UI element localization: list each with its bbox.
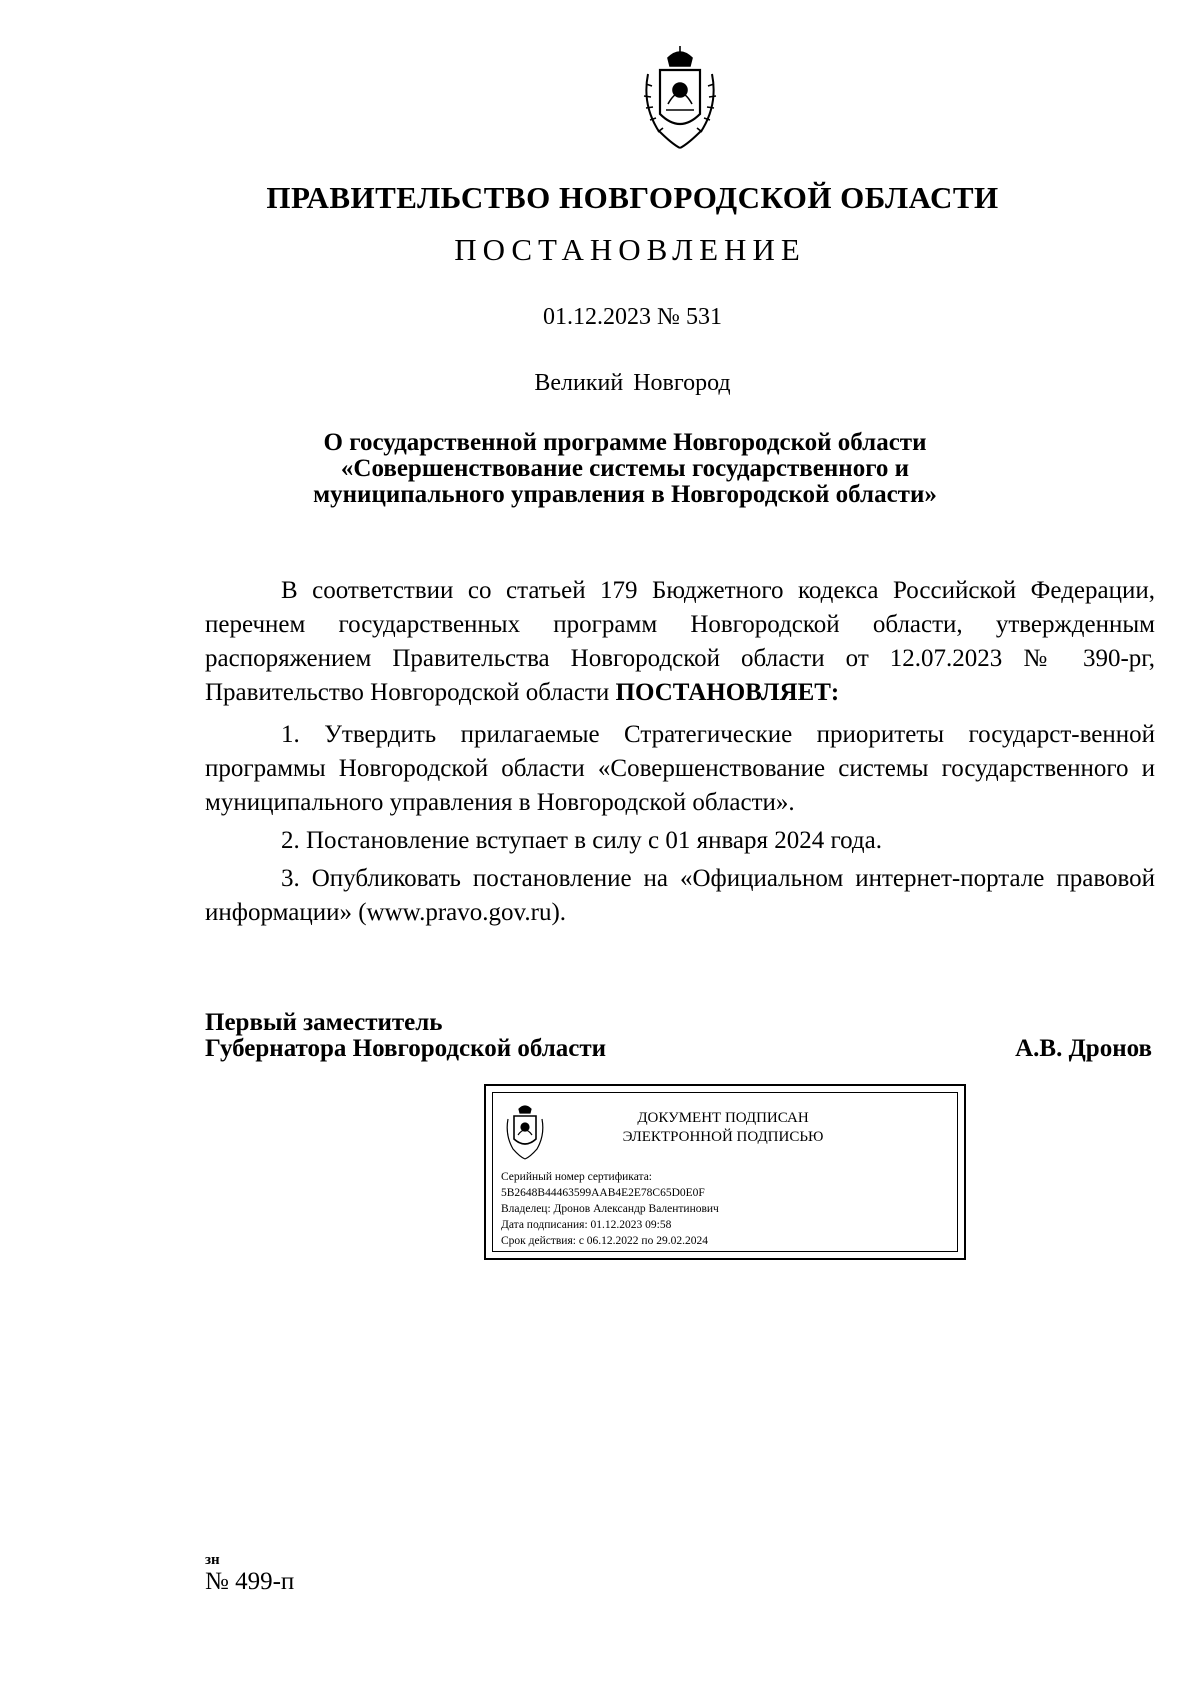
title-line: муниципального управления в Новгородской области» — [313, 481, 937, 508]
certificate-validity: Срок действия: с 06.12.2022 по 29.02.2024 — [501, 1235, 708, 1247]
stamp-inner-frame — [492, 1092, 958, 1252]
preamble-text: В соответствии со статьей 179 Бюджетного кодекса Российской Федерации, перечнем государственных программ Новгородской области, утвержденным распоряжением Правительства Новгородской области от 12.07.2023 № 390-рг, Правительство Новгородской области — [205, 577, 1155, 706]
organization-name: ПРАВИТЕЛЬСТВО НОВГОРОДСКОЙ ОБЛАСТИ — [266, 180, 999, 215]
decree-word: ПОСТАНОВЛЯЕТ: — [615, 679, 840, 706]
signer-position-line: Губернатора Новгородской области — [205, 1035, 607, 1062]
footer-code: зн — [205, 1552, 220, 1568]
stamp-header-line: ЭЛЕКТРОННОЙ ПОДПИСЬЮ — [622, 1129, 824, 1145]
stamp-header — [573, 1109, 873, 1147]
document-title — [290, 430, 960, 508]
date-and-number: 01.12.2023 № 531 — [543, 304, 722, 330]
item-3: 3. Опубликовать постановление на «Официальном интернет-портале правовой информации» (www.pravo.gov.ru). — [205, 865, 1155, 926]
signing-date: Дата подписания: 01.12.2023 09:58 — [501, 1219, 672, 1231]
signer-name: А.В. Дронов — [1015, 1035, 1152, 1062]
preamble-paragraph — [205, 574, 1155, 710]
title-line: «Совершенствование системы государственного и — [340, 455, 910, 482]
certificate-number: 5B2648B44463599AAB4E2E78C65D0E0F — [501, 1187, 705, 1199]
stamp-header-line: ДОКУМЕНТ ПОДПИСАН — [637, 1110, 809, 1126]
title-line: О государственной программе Новгородской области — [323, 429, 927, 456]
item-1: 1. Утвердить прилагаемые Стратегические приоритеты государст-венной программы Новгородской области «Совершенствование системы государственного и муниципального управления в Новгородской области». — [205, 721, 1155, 816]
document-type: ПОСТАНОВЛЕНИЕ — [454, 232, 806, 267]
electronic-signature-stamp — [484, 1084, 966, 1260]
signer-position-line: Первый заместитель — [205, 1009, 443, 1036]
document-body — [205, 574, 1155, 930]
place-of-issue: Великий Новгород — [534, 370, 731, 396]
footer-number: № 499-п — [205, 1568, 295, 1595]
certificate-label: Серийный номер сертификата: — [501, 1171, 652, 1183]
stamp-emblem-icon — [503, 1103, 547, 1161]
stamp-details — [501, 1169, 719, 1249]
certificate-owner: Владелец: Дронов Александр Валентинович — [501, 1203, 719, 1215]
signer-position — [205, 1010, 606, 1062]
item-2: 2. Постановление вступает в силу с 01 января 2024 года. — [281, 827, 883, 854]
coat-of-arms-emblem-icon — [638, 44, 722, 152]
